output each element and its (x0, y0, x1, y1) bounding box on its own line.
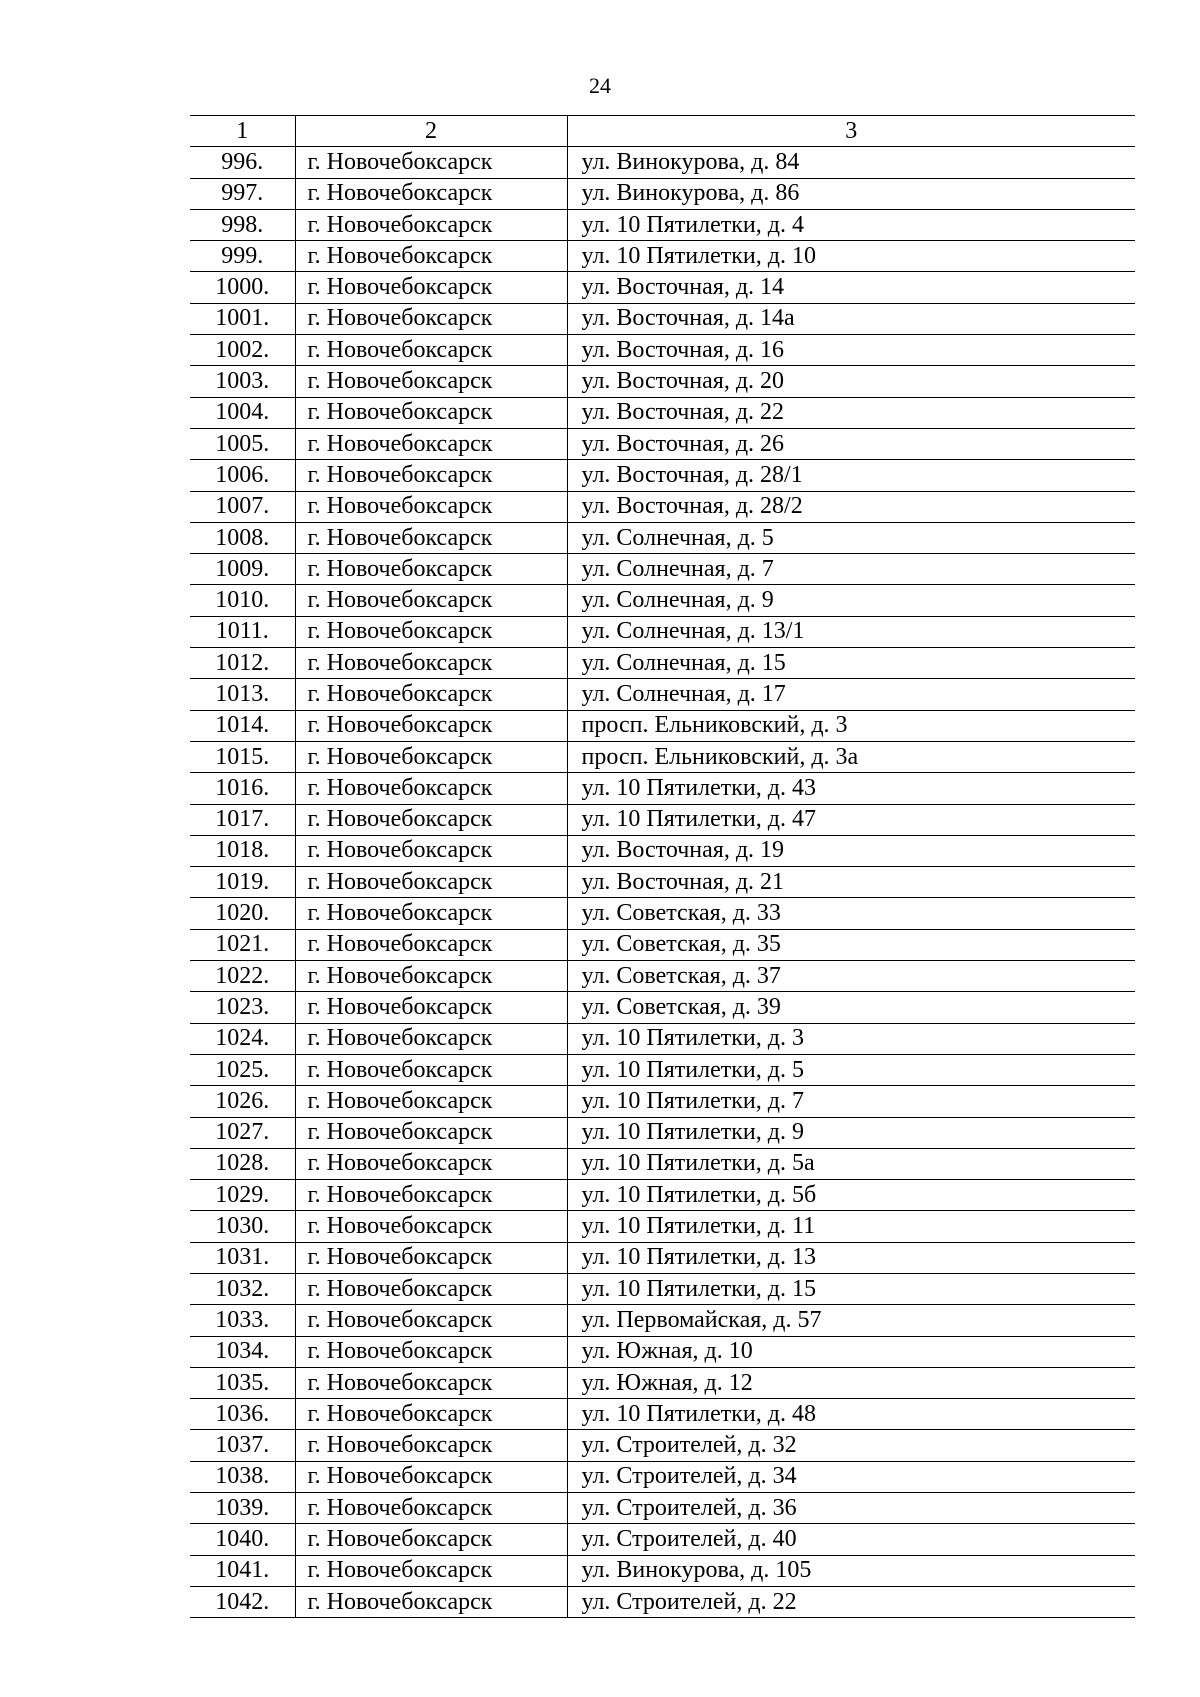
row-city: г. Новочебоксарск (295, 961, 567, 992)
row-number: 1040. (190, 1524, 295, 1555)
row-city: г. Новочебоксарск (295, 428, 567, 459)
row-city: г. Новочебоксарск (295, 178, 567, 209)
row-number: 1008. (190, 522, 295, 553)
header-col-3: 3 (567, 116, 1135, 147)
row-city: г. Новочебоксарск (295, 554, 567, 585)
page-number: 24 (589, 73, 611, 98)
table-row (190, 178, 1135, 209)
row-address: ул. Солнечная, д. 15 (567, 648, 1135, 679)
table-row (190, 1493, 1135, 1524)
address-table (190, 115, 1135, 1618)
row-city: г. Новочебоксарск (295, 209, 567, 240)
row-address: ул. 10 Пятилетки, д. 13 (567, 1242, 1135, 1273)
table-row (190, 804, 1135, 835)
row-address: ул. Советская, д. 39 (567, 992, 1135, 1023)
table-row (190, 335, 1135, 366)
row-address: просп. Ельниковский, д. 3 (567, 710, 1135, 741)
row-address: ул. Солнечная, д. 7 (567, 554, 1135, 585)
table-row (190, 929, 1135, 960)
row-address: ул. Винокурова, д. 105 (567, 1555, 1135, 1586)
row-address: ул. 10 Пятилетки, д. 4 (567, 209, 1135, 240)
row-address: ул. Строителей, д. 40 (567, 1524, 1135, 1555)
row-address: ул. Солнечная, д. 5 (567, 522, 1135, 553)
table-row (190, 491, 1135, 522)
table-row (190, 397, 1135, 428)
row-city: г. Новочебоксарск (295, 460, 567, 491)
row-address: ул. Винокурова, д. 86 (567, 178, 1135, 209)
table-row (190, 522, 1135, 553)
table-row (190, 1461, 1135, 1492)
table-row (190, 1086, 1135, 1117)
row-city: г. Новочебоксарск (295, 1336, 567, 1367)
row-city: г. Новочебоксарск (295, 491, 567, 522)
row-number: 1026. (190, 1086, 295, 1117)
row-city: г. Новочебоксарск (295, 303, 567, 334)
row-city: г. Новочебоксарск (295, 679, 567, 710)
row-city: г. Новочебоксарск (295, 804, 567, 835)
row-number: 1006. (190, 460, 295, 491)
row-address: ул. 10 Пятилетки, д. 48 (567, 1399, 1135, 1430)
row-city: г. Новочебоксарск (295, 241, 567, 272)
table-row (190, 1555, 1135, 1586)
header-row (190, 116, 1135, 147)
table-row (190, 1273, 1135, 1304)
row-address: ул. 10 Пятилетки, д. 11 (567, 1211, 1135, 1242)
table-row (190, 1305, 1135, 1336)
row-address: ул. Восточная, д. 14а (567, 303, 1135, 334)
row-city: г. Новочебоксарск (295, 898, 567, 929)
table-row (190, 1211, 1135, 1242)
row-number: 1002. (190, 335, 295, 366)
header-col-1: 1 (190, 116, 295, 147)
row-address: ул. Советская, д. 35 (567, 929, 1135, 960)
row-number: 1014. (190, 710, 295, 741)
row-number: 999. (190, 241, 295, 272)
row-address: ул. 10 Пятилетки, д. 9 (567, 1117, 1135, 1148)
row-number: 998. (190, 209, 295, 240)
row-city: г. Новочебоксарск (295, 1242, 567, 1273)
table-row (190, 241, 1135, 272)
table-row (190, 428, 1135, 459)
row-address: ул. Восточная, д. 28/2 (567, 491, 1135, 522)
row-address: ул. Строителей, д. 34 (567, 1461, 1135, 1492)
row-number: 996. (190, 147, 295, 178)
row-address: ул. Восточная, д. 22 (567, 397, 1135, 428)
row-city: г. Новочебоксарск (295, 1586, 567, 1617)
table-row (190, 1399, 1135, 1430)
row-address: ул. 10 Пятилетки, д. 47 (567, 804, 1135, 835)
row-address: ул. Восточная, д. 16 (567, 335, 1135, 366)
row-number: 1013. (190, 679, 295, 710)
row-number: 1031. (190, 1242, 295, 1273)
row-number: 1016. (190, 773, 295, 804)
row-address: ул. Южная, д. 12 (567, 1367, 1135, 1398)
table-row (190, 1023, 1135, 1054)
table-row (190, 147, 1135, 178)
row-city: г. Новочебоксарск (295, 366, 567, 397)
row-city: г. Новочебоксарск (295, 1399, 567, 1430)
table-row (190, 741, 1135, 772)
row-city: г. Новочебоксарск (295, 648, 567, 679)
table-row (190, 1054, 1135, 1085)
row-address: ул. Первомайская, д. 57 (567, 1305, 1135, 1336)
row-number: 1027. (190, 1117, 295, 1148)
table-row (190, 648, 1135, 679)
table-row (190, 616, 1135, 647)
table-row (190, 773, 1135, 804)
table-row (190, 585, 1135, 616)
row-address: ул. 10 Пятилетки, д. 43 (567, 773, 1135, 804)
row-address: ул. Советская, д. 37 (567, 961, 1135, 992)
row-city: г. Новочебоксарск (295, 1148, 567, 1179)
row-number: 1003. (190, 366, 295, 397)
table-row (190, 1117, 1135, 1148)
row-number: 1010. (190, 585, 295, 616)
header-col-2: 2 (295, 116, 567, 147)
row-address: ул. Восточная, д. 14 (567, 272, 1135, 303)
table-body (190, 147, 1135, 1618)
row-number: 1034. (190, 1336, 295, 1367)
row-city: г. Новочебоксарск (295, 522, 567, 553)
row-number: 1042. (190, 1586, 295, 1617)
table-row (190, 209, 1135, 240)
row-number: 1029. (190, 1180, 295, 1211)
row-address: ул. 10 Пятилетки, д. 15 (567, 1273, 1135, 1304)
row-city: г. Новочебоксарск (295, 397, 567, 428)
row-address: ул. Солнечная, д. 9 (567, 585, 1135, 616)
row-number: 1032. (190, 1273, 295, 1304)
row-number: 1036. (190, 1399, 295, 1430)
row-city: г. Новочебоксарск (295, 992, 567, 1023)
table-row (190, 1148, 1135, 1179)
row-number: 1033. (190, 1305, 295, 1336)
table-row (190, 679, 1135, 710)
row-city: г. Новочебоксарск (295, 710, 567, 741)
row-address: ул. Советская, д. 33 (567, 898, 1135, 929)
table-row (190, 992, 1135, 1023)
row-city: г. Новочебоксарск (295, 1273, 567, 1304)
table-row (190, 1586, 1135, 1617)
row-number: 1004. (190, 397, 295, 428)
row-number: 1012. (190, 648, 295, 679)
row-address: ул. Винокурова, д. 84 (567, 147, 1135, 178)
row-city: г. Новочебоксарск (295, 1180, 567, 1211)
row-number: 1041. (190, 1555, 295, 1586)
row-city: г. Новочебоксарск (295, 616, 567, 647)
table-row (190, 366, 1135, 397)
table-row (190, 898, 1135, 929)
row-address: ул. Восточная, д. 19 (567, 835, 1135, 866)
row-city: г. Новочебоксарск (295, 1493, 567, 1524)
row-number: 1020. (190, 898, 295, 929)
row-city: г. Новочебоксарск (295, 147, 567, 178)
row-address: ул. Строителей, д. 36 (567, 1493, 1135, 1524)
table-row (190, 1180, 1135, 1211)
table-row (190, 961, 1135, 992)
table-header (190, 116, 1135, 147)
row-city: г. Новочебоксарск (295, 1086, 567, 1117)
row-city: г. Новочебоксарск (295, 1117, 567, 1148)
row-city: г. Новочебоксарск (295, 773, 567, 804)
row-city: г. Новочебоксарск (295, 1305, 567, 1336)
row-number: 1037. (190, 1430, 295, 1461)
table-row (190, 1524, 1135, 1555)
row-city: г. Новочебоксарск (295, 1461, 567, 1492)
row-city: г. Новочебоксарск (295, 1367, 567, 1398)
row-number: 1039. (190, 1493, 295, 1524)
row-number: 1005. (190, 428, 295, 459)
row-number: 1021. (190, 929, 295, 960)
row-number: 1017. (190, 804, 295, 835)
row-address: ул. 10 Пятилетки, д. 3 (567, 1023, 1135, 1054)
row-address: ул. Восточная, д. 26 (567, 428, 1135, 459)
row-number: 1023. (190, 992, 295, 1023)
row-address: ул. Восточная, д. 21 (567, 867, 1135, 898)
row-city: г. Новочебоксарск (295, 335, 567, 366)
row-address: ул. 10 Пятилетки, д. 5 (567, 1054, 1135, 1085)
row-number: 1028. (190, 1148, 295, 1179)
row-address: ул. 10 Пятилетки, д. 5б (567, 1180, 1135, 1211)
table-row (190, 710, 1135, 741)
table-row (190, 1336, 1135, 1367)
row-city: г. Новочебоксарск (295, 1524, 567, 1555)
row-number: 1025. (190, 1054, 295, 1085)
row-address: ул. Строителей, д. 32 (567, 1430, 1135, 1461)
row-city: г. Новочебоксарск (295, 929, 567, 960)
row-city: г. Новочебоксарск (295, 1023, 567, 1054)
row-city: г. Новочебоксарск (295, 272, 567, 303)
row-number: 1024. (190, 1023, 295, 1054)
table-row (190, 554, 1135, 585)
table-row (190, 303, 1135, 334)
row-number: 1018. (190, 835, 295, 866)
row-number: 1000. (190, 272, 295, 303)
row-number: 1015. (190, 741, 295, 772)
row-number: 1019. (190, 867, 295, 898)
row-city: г. Новочебоксарск (295, 1211, 567, 1242)
row-address: просп. Ельниковский, д. 3а (567, 741, 1135, 772)
row-address: ул. Строителей, д. 22 (567, 1586, 1135, 1617)
table-row (190, 835, 1135, 866)
table-row (190, 1367, 1135, 1398)
row-address: ул. Солнечная, д. 13/1 (567, 616, 1135, 647)
row-number: 1022. (190, 961, 295, 992)
row-number: 1001. (190, 303, 295, 334)
row-number: 1030. (190, 1211, 295, 1242)
row-address: ул. Восточная, д. 28/1 (567, 460, 1135, 491)
row-number: 1011. (190, 616, 295, 647)
row-number: 1009. (190, 554, 295, 585)
row-city: г. Новочебоксарск (295, 867, 567, 898)
row-address: ул. 10 Пятилетки, д. 7 (567, 1086, 1135, 1117)
row-number: 997. (190, 178, 295, 209)
table-row (190, 1242, 1135, 1273)
row-city: г. Новочебоксарск (295, 1054, 567, 1085)
row-number: 1035. (190, 1367, 295, 1398)
row-city: г. Новочебоксарск (295, 741, 567, 772)
row-address: ул. 10 Пятилетки, д. 5а (567, 1148, 1135, 1179)
row-city: г. Новочебоксарск (295, 1430, 567, 1461)
row-city: г. Новочебоксарск (295, 1555, 567, 1586)
table-row (190, 867, 1135, 898)
table-row (190, 272, 1135, 303)
table-row (190, 1430, 1135, 1461)
table-row (190, 460, 1135, 491)
row-address: ул. Солнечная, д. 17 (567, 679, 1135, 710)
row-city: г. Новочебоксарск (295, 835, 567, 866)
row-address: ул. Восточная, д. 20 (567, 366, 1135, 397)
row-address: ул. Южная, д. 10 (567, 1336, 1135, 1367)
row-city: г. Новочебоксарск (295, 585, 567, 616)
row-number: 1038. (190, 1461, 295, 1492)
row-number: 1007. (190, 491, 295, 522)
row-address: ул. 10 Пятилетки, д. 10 (567, 241, 1135, 272)
